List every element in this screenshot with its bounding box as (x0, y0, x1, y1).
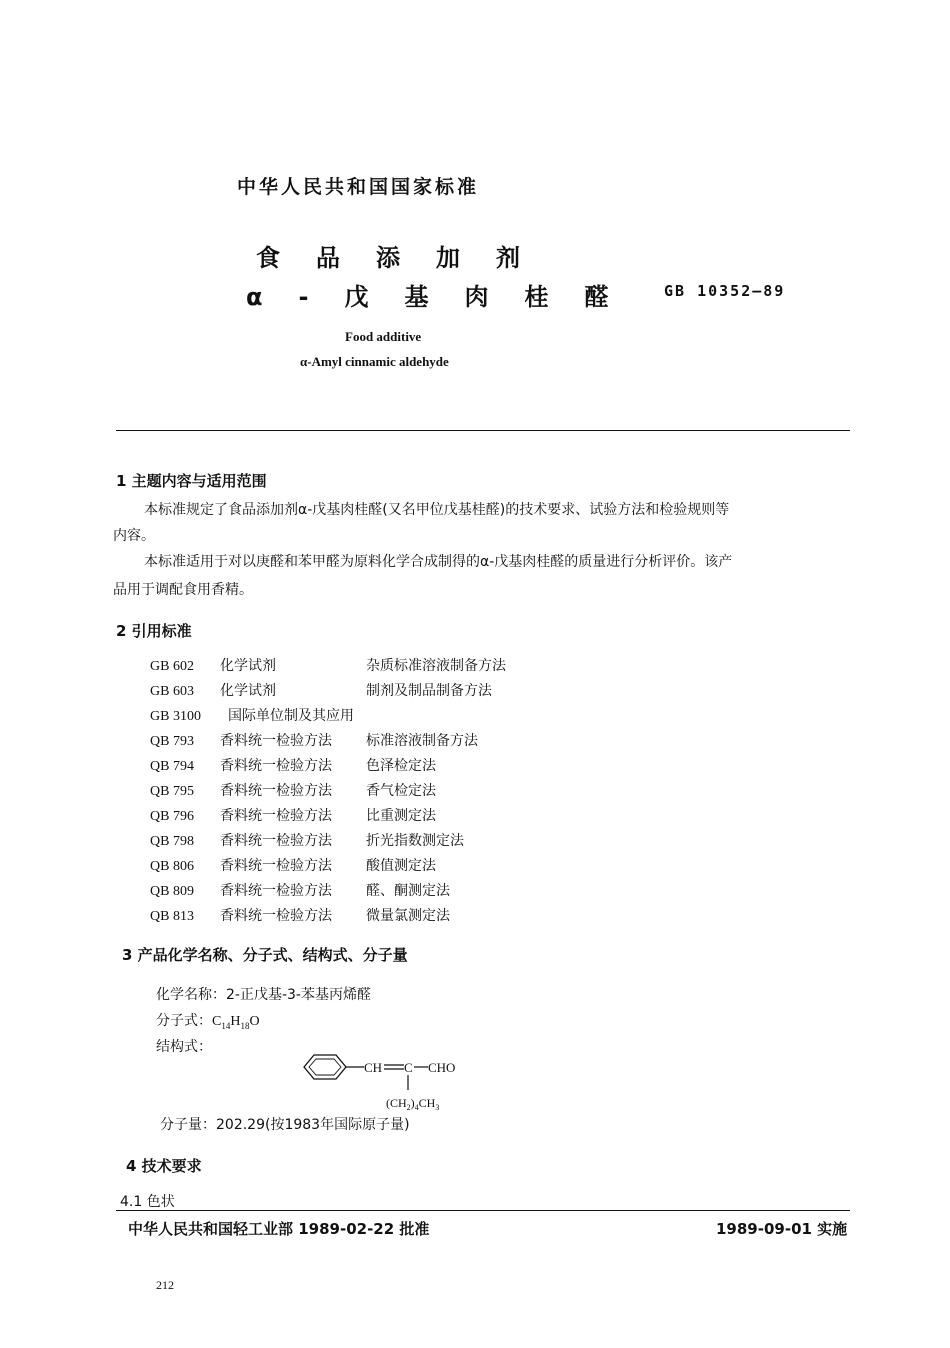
struct-ch: CH (364, 1060, 383, 1075)
reference-code: GB 3100 (150, 709, 201, 724)
reference-row (150, 705, 354, 725)
reference-row (150, 805, 436, 825)
effective-date: 1989-09-01 实施 (716, 1220, 848, 1238)
reference-category: 国际单位制及其应用 (228, 708, 354, 724)
reference-code: QB 806 (150, 859, 194, 874)
reference-row (150, 730, 478, 750)
reference-title: 香气检定法 (366, 783, 436, 799)
chemical-name: 化学名称：2-正戊基-3-苯基丙烯醛 (156, 987, 371, 1003)
reference-category: 香料统一检验方法 (220, 808, 332, 824)
formula-h-sub: 18 (240, 1020, 250, 1031)
reference-title: 醛、酮测定法 (366, 883, 450, 899)
reference-code: GB 602 (150, 659, 194, 674)
page-number: 212 (156, 1278, 174, 1292)
structural-formula (296, 1050, 476, 1116)
benzene-inner-ring-icon (309, 1059, 341, 1075)
section2-heading: 2 引用标准 (116, 622, 192, 640)
reference-row (150, 855, 436, 875)
reference-row (150, 680, 492, 700)
struct-c: C (404, 1060, 413, 1075)
reference-title: 制剂及制品制备方法 (366, 683, 492, 699)
struct-chain: $(CH_2)_4CH_3$ (386, 1096, 440, 1112)
document-title-line2: α-戊基肉桂醛 (246, 283, 645, 311)
national-standard-heading: 中华人民共和国国家标准 (237, 176, 480, 198)
approval-line: 中华人民共和国轻工业部 1989-02-22 批准 (128, 1220, 430, 1238)
reference-code: QB 796 (150, 809, 194, 824)
reference-code: QB 798 (150, 834, 194, 849)
reference-category: 香料统一检验方法 (220, 783, 332, 799)
struct-cho: CHO (428, 1060, 456, 1075)
reference-category: 香料统一检验方法 (220, 758, 332, 774)
section1-para2-line2: 品用于调配食用香精。 (113, 582, 253, 598)
reference-category: 香料统一检验方法 (220, 908, 332, 924)
reference-code: QB 809 (150, 884, 194, 899)
formula-label: 分子式： (156, 1013, 212, 1029)
document-title-line1: 食品添加剂 (256, 244, 556, 272)
reference-row (150, 880, 450, 900)
structure-label: 结构式： (156, 1039, 212, 1055)
reference-category: 化学试剂 (220, 658, 276, 674)
reference-title: 酸值测定法 (366, 858, 436, 874)
reference-title: 微量氯测定法 (366, 908, 450, 924)
reference-category: 香料统一检验方法 (220, 733, 332, 749)
reference-category: 香料统一检验方法 (220, 833, 332, 849)
standard-number: GB 10352—89 (664, 282, 786, 300)
reference-row (150, 755, 436, 775)
reference-title: 折光指数测定法 (366, 833, 464, 849)
reference-code: QB 795 (150, 784, 194, 799)
molecular-weight: 分子量：202.29(按1983年国际原子量) (160, 1117, 410, 1133)
reference-category: 香料统一检验方法 (220, 858, 332, 874)
reference-code: GB 603 (150, 684, 194, 699)
reference-row (150, 655, 506, 675)
reference-title: 比重测定法 (366, 808, 436, 824)
reference-title: 杂质标准溶液制备方法 (366, 658, 506, 674)
header-divider (116, 430, 850, 431)
reference-category: 化学试剂 (220, 683, 276, 699)
reference-code: QB 793 (150, 734, 194, 749)
formula-c: C (212, 1014, 222, 1029)
formula-c-sub: 14 (221, 1020, 231, 1031)
reference-code: QB 813 (150, 909, 194, 924)
section1-para1-line2: 内容。 (113, 528, 155, 544)
english-title-line1: Food additive (345, 329, 422, 344)
reference-title: 标准溶液制备方法 (366, 733, 478, 749)
section1-para2-line1: 本标准适用于对以庚醛和苯甲醛为原料化学合成制得的α-戊基肉桂醛的质量进行分析评价。该产 (144, 554, 733, 570)
english-title-line2: α-Amyl cinnamic aldehyde (300, 354, 449, 369)
reference-title: 色泽检定法 (366, 758, 436, 774)
formula-h: H (230, 1014, 241, 1029)
reference-row (150, 830, 464, 850)
molecular-formula (156, 1010, 260, 1031)
section4-heading: 4 技术要求 (126, 1157, 202, 1175)
reference-category: 香料统一检验方法 (220, 883, 332, 899)
section4-sub1: 4.1 色状 (120, 1194, 175, 1210)
reference-row (150, 905, 450, 925)
reference-row (150, 780, 436, 800)
section1-para1-line1: 本标准规定了食品添加剂α-戊基肉桂醛(又名甲位戊基桂醛)的技术要求、试验方法和检验规则等 (144, 502, 730, 518)
section3-heading: 3 产品化学名称、分子式、结构式、分子量 (122, 946, 408, 964)
reference-code: QB 794 (150, 759, 194, 774)
footer-divider (116, 1210, 850, 1211)
formula-o: O (249, 1014, 260, 1029)
section1-heading: 1 主题内容与适用范围 (116, 472, 267, 490)
